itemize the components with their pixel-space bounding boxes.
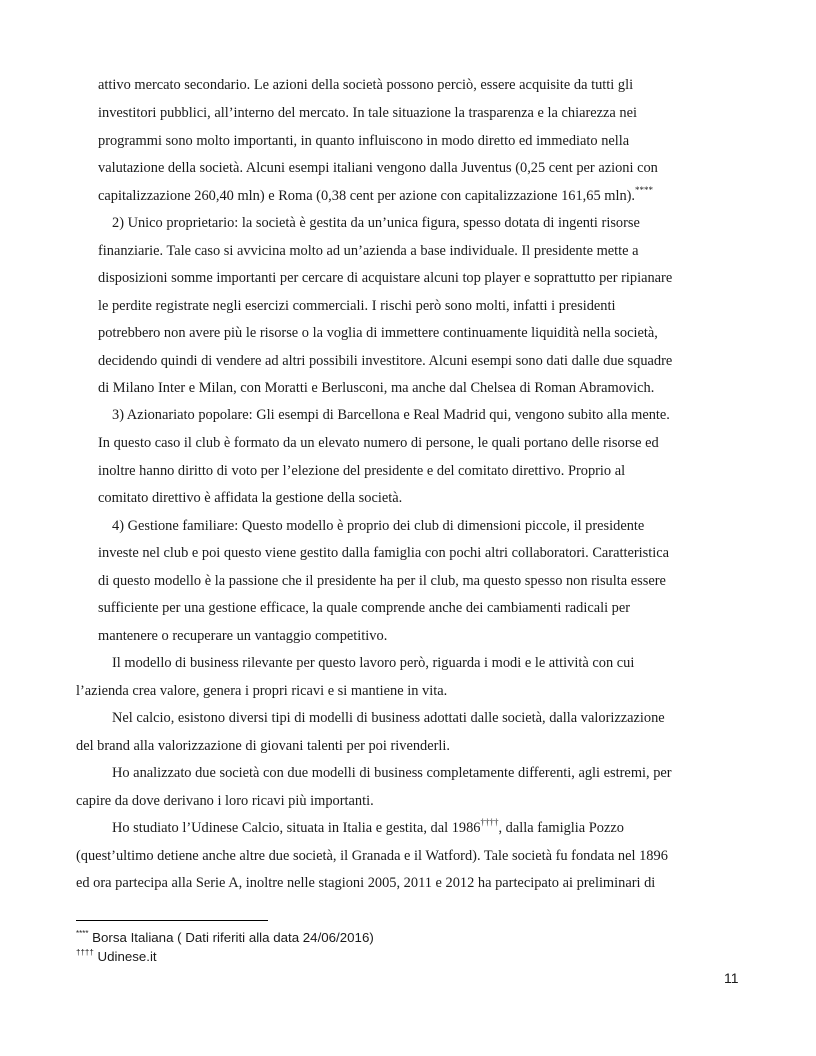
- footnote-text: Borsa Italiana ( Dati riferiti alla data 24/06/2016): [92, 930, 374, 945]
- text-line: In questo caso il club è formato da un elevato numero di persone, le quali portano delle risorse ed: [98, 435, 659, 451]
- text-line: disposizioni somme importanti per cercare di acquistare alcuni top player e soprattutto per ripianare: [98, 270, 673, 286]
- list-item-3: 3) Azionariato popolare: Gli esempi di Barcellona e Real Madrid qui, vengono subito alla mente.: [112, 407, 670, 423]
- text-line: le perdite registrate negli esercizi commerciali. I rischi però sono molti, infatti i presidenti: [98, 298, 616, 314]
- text-line: del brand alla valorizzazione di giovani talenti per poi rivenderli.: [76, 738, 451, 754]
- text-line: [98, 186, 653, 206]
- text-span: Ho studiato l’Udinese Calcio, situata in Italia e gestita, dal 1986: [112, 820, 481, 836]
- footnote-1: [76, 929, 374, 947]
- page-number: 11: [724, 970, 739, 986]
- footnote-mark: ††††: [76, 948, 94, 957]
- list-item-4: 4) Gestione familiare: Questo modello è proprio dei club di dimensioni piccole, il presidente: [112, 518, 645, 534]
- paragraph-start: Il modello di business rilevante per questo lavoro però, riguarda i modi e le attività con cui: [112, 655, 635, 671]
- footnote-mark: ****: [76, 929, 89, 938]
- footnote-divider: [76, 920, 268, 921]
- text-span: capitalizzazione 260,40 mln) e Roma (0,38 cent per azione con capitalizzazione 161,65 mln).: [98, 188, 636, 204]
- paragraph-start: Nel calcio, esistono diversi tipi di modelli di business adottati dalle società, dalla valorizzazione: [112, 710, 665, 726]
- text-line: (quest’ultimo detiene anche altre due società, il Granada e il Watford). Tale società fu fondata nel 1896: [76, 848, 668, 864]
- text-line: investitori pubblici, all’interno del mercato. In tale situazione la trasparenza e la chiarezza nei: [98, 105, 638, 121]
- text-line: programmi sono molto importanti, in quanto influiscono in modo diretto ed immediato nella: [98, 133, 630, 149]
- list-item-2: 2) Unico proprietario: la società è gestita da un’unica figura, spesso dotata di ingenti risorse: [112, 215, 640, 231]
- footnote-text: Udinese.it: [97, 949, 157, 964]
- text-line: di Milano Inter e Milan, con Moratti e Berlusconi, ma anche dal Chelsea di Roman Abramovich.: [98, 380, 655, 396]
- text-line: di questo modello è la passione che il presidente ha per il club, ma questo spesso non risulta essere: [98, 573, 666, 589]
- text-line: capire da dove derivano i loro ricavi più importanti.: [76, 793, 374, 809]
- text-line: comitato direttivo è affidata la gestione della società.: [98, 490, 403, 506]
- footnote-ref: ****: [635, 185, 654, 195]
- paragraph-start: Ho analizzato due società con due modelli di business completamente differenti, agli estremi, per: [112, 765, 672, 781]
- text-line: decidendo quindi di vendere ad altri possibili investitore. Alcuni esempi sono dati dalle due squadre: [98, 353, 673, 369]
- text-line: finanziarie. Tale caso si avvicina molto ad un’azienda a base individuale. Il presidente mette a: [98, 243, 639, 259]
- text-line: mantenere o recuperare un vantaggio competitivo.: [98, 628, 388, 644]
- footnote-2: [76, 948, 157, 966]
- text-line: ed ora partecipa alla Serie A, inoltre nelle stagioni 2005, 2011 e 2012 ha partecipato ai preliminari di: [76, 875, 656, 891]
- text-line: investe nel club e poi questo viene gestito dalla famiglia con pochi altri collaboratori. Caratteristica: [98, 545, 670, 561]
- text-line: valutazione della società. Alcuni esempi italiani vengono dalla Juventus (0,25 cent per azioni con: [98, 160, 658, 176]
- paragraph-start: [112, 818, 624, 838]
- text-span: , dalla famiglia Pozzo: [498, 820, 624, 836]
- text-line: potrebbero non avere più le risorse o la voglia di immettere continuamente liquidità nella società,: [98, 325, 658, 341]
- text-line: sufficiente per una gestione efficace, la quale comprende anche dei cambiamenti radicali per: [98, 600, 631, 616]
- text-line: l’azienda crea valore, genera i propri ricavi e si mantiene in vita.: [76, 683, 448, 699]
- footnote-ref: ††††: [480, 817, 499, 827]
- text-line: attivo mercato secondario. Le azioni della società possono perciò, essere acquisite da tutti gli: [98, 77, 634, 93]
- text-line: inoltre hanno diritto di voto per l’elezione del presidente e del comitato direttivo. Proprio al: [98, 463, 626, 479]
